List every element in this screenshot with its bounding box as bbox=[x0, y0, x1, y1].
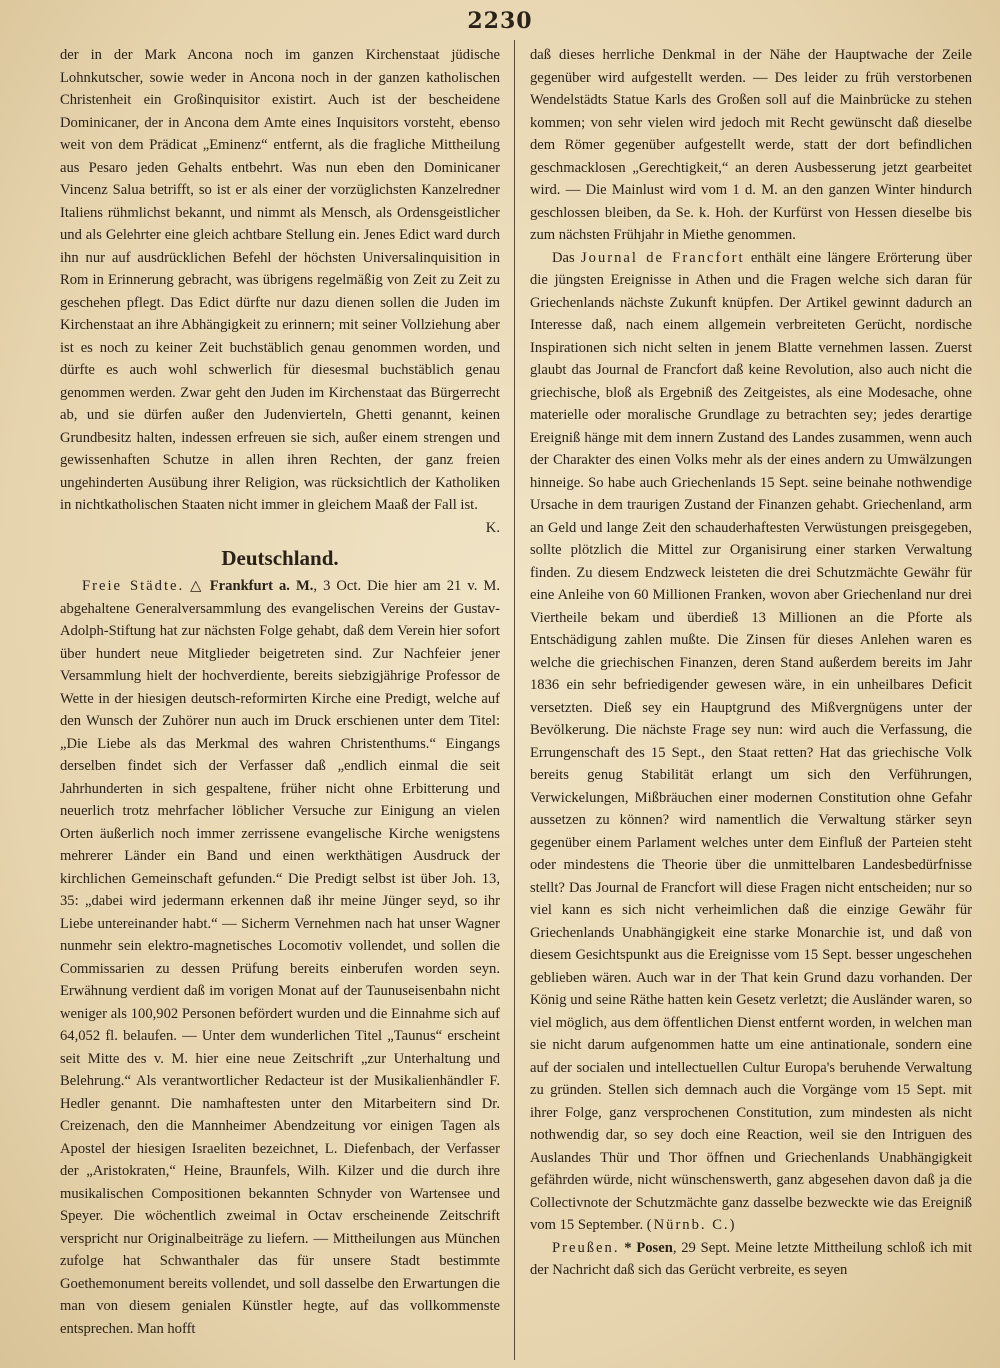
article-paragraph bbox=[60, 575, 500, 1340]
article-paragraph bbox=[530, 1237, 972, 1282]
journal-title: Journal de Francfort bbox=[580, 249, 745, 266]
dateline-place: * Posen bbox=[624, 1239, 673, 1256]
article-paragraph: der in der Mark Ancona noch im ganzen Kirchenstaat jüdische Lohnkutscher, sowie weder in Ancona noch in der ganzen katholischen Christenheit ein Großinquisitor existirt. Auch ist der bescheidene Dominicaner, der in Ancona dem Amte eines Inquisitors vorsteht, ebenso weit von dem Prädicat „Eminenz“ entfernt, als die fragliche Mittheilung aus Pesaro jeden Gehalts entbehrt. Was nun eben den Dominicaner Vincenz Salua betrifft, so ist er als einer der vorzüglichsten Kanzelredner Italiens rühmlichst bekannt, und nimmt als Mensch, als Ordensgeistlicher und als Gelehrter eine gleich achtbare Stellung ein. Jenes Edict ward durch ihn nur auf ausdrücklichen Befehl der höchsten Universalinquisition in Rom in Erinnerung gebracht, was übrigens regelmäßig von Zeit zu Zeit zu geschehen pflegt. Das Edict dürfte nur dazu dienen sollen die Juden im Kirchenstaat an ihre Abhängigkeit zu erinnern; mit seiner Vollziehung aber ist es noch zu keiner Zeit buchstäblich genau genommen worden, und dürfte es auch wohl schwerlich für diesesmal buchstäblich genau genommen werden. Zwar geht den Juden im Kirchenstaat das Bürgerrecht ab, und sie dürfen außer den Judenvierteln, Ghetti genannt, keinen Grundbesitz halten, indessen erfreuen sie sich, außer einem strengen und gewissenhaften Schutze in allen ihren Rechten, der ganz freien ungehinderten Ausübung ihrer Religion, was rücksichtlich der Katholiken in nichtkatholischen Staaten nicht immer in gleichem Maaß der Fall ist. bbox=[60, 47, 500, 513]
left-column bbox=[60, 44, 500, 1354]
article-paragraph: daß dieses herrliche Denkmal in der Nähe der Hauptwache der Zeile gegenüber wird aufgestellt werden. — Des leider zu früh verstorbenen Wendelstädts Statue Karls des Großen soll auf die Mainbrücke zu stehen kommen; von sehr vielen wird jedoch mit Recht gewünscht daß dieselbe dem Römer gegenüber aufgestellt werde, statt der dort befindlichen geschmacklosen „Gerechtigkeit,“ an deren Ausbesserung jetzt gearbeitet wird. — Die Mainlust wird vom 1 d. M. an den ganzen Winter hindurch geschlossen bleiben, da Se. k. Hoh. der Kurfürst von Hessen dieselbe bis zum nächsten Frühjahr in Miethe genommen. bbox=[530, 47, 972, 243]
section-heading: Deutschland. bbox=[221, 546, 339, 570]
dateline-date: , 29 Sept. bbox=[672, 1239, 731, 1256]
dateline-region: Freie Städte. bbox=[82, 578, 185, 594]
article-body: enthält eine längere Erörterung über die jüngsten Ereignisse in Athen und die Fragen welche sich daran für Griechenlands nächste Zukunft knüpfen. Der Artikel gewinnt dadurch an Interesse daß, nach einem allgemein verbreiteten Gerücht, nordische Inspirationen sich nicht selten in jenem Blatte vernehmen lassen. Zuerst glaubt das Journal de Francfort daß keine Revolution, also auch nicht die griechische, bloß als Ergebniß des Zeitgeistes, als eine Modesache, ohne materielle oder moralische Grundlage zu betrachten sey; jedes derartige Ereigniß hänge mit dem innern Zustand des Landes zusammen, wenn auch der Charakter des einen Volks mehr als der eines andern zu Umwälzungen hinneige. So habe auch Griechenlands 15 Sept. seine beinahe nothwendige Ursache in dem traurigen Zustand der Finanzen gehabt. Griechenland, arm an Geld und lange Zeit den schauderhaftesten Verwüstungen preisgegeben, sollte plötzlich die Mittel zur Organisirung einer starken Verwaltung finden. Zu diesem Endzweck leisteten die drei Schutzmächte Gewähr für eine Anleihe von 60 Millionen Franken, wovon aber Griechenland nur drei Viertheile bekam und überdieß 13 Millionen an die Pforte als Entschädigung zahlen mußte. Die Zinsen für dieses Anlehen waren es welche die griechischen Finanzen, deren Stand außerdem bereits im Jahr 1836 ein sehr befriedigender gewesen wäre, in ein unheilbares Deficit versetzten. Dieß sey ein Hauptgrund des Mißvergnügens unter der Bevölkerung. Die nächste Frage sey nun: wird auch die Verfassung, die Errungenschaft des 15 Sept., den Staat retten? Hat das griechische Volk bereits genug Stabilität erlangt um sich den Verführungen, Verwickelungen, Mißbräuchen einer modernen Constitution ohne Gefahr aussetzen zu können? wird namentlich die Verwaltung stärker seyn gegenüber einem Parlament welches unter dem Einfluß der Parteien steht oder mindestens die Theorie über die unmittelbaren Landesbedürfnisse stellt? Das Journal de Francfort will diese Fragen nicht entscheiden; nur so viel kann es sich nicht verheimlichen daß die einzige Gewähr für Griechenlands Unabhängigkeit eine starke Monarchie ist, und daß von diesem Gesichtspunkt aus die Ereignisse vom 15 Sept. besser ungeschehen geblieben wären. Auch war in der That kein Grund dazu vorhanden. Der König und seine Räthe hatten kein Gesetz verletzt; die Ausländer waren, so viel möglich, aus dem öffentlichen Dienst entfernt worden, in welchen man sie nicht darum aufgenommen hatte um eine antinationale, sondern eine auf der socialen und intellectuellen Cultur Europa's beruhende Verwaltung zu gründen. Stellen sich demnach auch die Vorgänge vom 15 Sept. mit ihrer Folge, ganz versprochenen Constitution, zum mindesten als nicht nothwendig dar, so sey doch eine Reaction, weil sie den Intriguen des Auslandes Thür und Thor öffnen und Griechenlands Unabhängigkeit gefährden würde, nicht wünschenswerth, ganz abgesehen davon daß ja die Collectivnote der Schutzmächte ganz dasselbe bezweckte wie das Ereigniß vom 15 September. bbox=[530, 249, 972, 1233]
article-body-lead: Das bbox=[552, 249, 581, 266]
article-paragraph bbox=[530, 247, 972, 1237]
dateline-region: Preußen. bbox=[552, 1239, 620, 1256]
article-body: Die hier am 21 v. M. abgehaltene Generalversammlung des evangelischen Vereins der Gustav-Adolph-Stiftung hat zur nächsten Folge gehabt, daß dem Verein hier sofort über hundert neue Mitglieder beigetreten sind. Zur Nachfeier jener Versammlung hielt der hochverdiente, bereits siebzigjährige Professor de Wette in der hiesigen deutsch-reformirten Kirche eine Predigt, welche auf den Wunsch der Zuhörer nun auch im Druck erschienen unter dem Titel: „Die Liebe als das Merkmal des wahren Christenthums.“ Eingangs derselben findet sich der Verfasser daß „endlich einmal die seit Jahrhunderten in sich gespaltene, früher nicht ohne Erbitterung und neuerlich trotz mehrfacher löblicher Versuche zur Einigung an vielen Orten äußerlich noch immer zerrissene evangelische Kirche wenigstens mehrerer Länder ein Band und einen werkthätigen Ausdruck der kirchlichen Gemeinschaft gefunden.“ Die Predigt selbst ist über Joh. 13, 35: „dabei wird jedermann erkennen daß ihr meine Jünger seyd, so ihr Liebe untereinander habt.“ — Sicherm Vernehmen nach hat unser Wagner nunmehr sein elektro-magnetisches Locomotiv vollendet, und sollen die Commissarien zu dessen Prüfung bereits einberufen worden seyn. Erwähnung verdient daß im vorigen Monat auf der Taunuseisenbahn nicht weniger als 100,902 Personen befördert wurden und die Einnahme sich auf 64,052 fl. belaufen. — Unter dem wunderlichen Titel „Taunus“ erscheint seit Mitte des v. M. hier eine neue Zeitschrift „zur Unterhaltung und Belehrung.“ Als verantwortlicher Redacteur ist der Musikalienhändler F. Hedler genannt. Die namhaftesten unter den Mitarbeitern sind Dr. Creizenach, den die Mannheimer Abendzeitung vor einigen Tagen als Apostel der hiesigen Israeliten bezeichnet, L. Diefenbach, der Verfasser der „Aristokraten,“ Heine, Braunfels, Wilh. Kilzer und die durch ihre musikalischen Compositionen bekannten Schnyder von Wartensee und Speyer. Die wöchentlich zweimal in Octav erscheinende Zeitschrift verspricht nur Originalbeiträge zu liefern. — Mittheilungen aus München zufolge hat Schwanthaler das für unsere Stadt bestimmte Goethemonument bereits vollendet, und soll dasselbe den Erwartungen die man von diesem genialen Künstler hegte, auf das vollkommenste entsprechen. Man hofft bbox=[60, 578, 500, 1337]
author-signature: K. bbox=[485, 519, 500, 536]
dateline-date: , 3 Oct. bbox=[313, 578, 362, 594]
article-body: Meine letzte Mittheilung schloß ich mit der Nachricht daß sich das Gerücht verbreite, es seyen bbox=[530, 1239, 972, 1278]
source-signature: (Nürnb. C.) bbox=[646, 1217, 737, 1233]
column-divider bbox=[514, 40, 515, 1360]
right-column bbox=[530, 44, 972, 1354]
dateline-place: △ Frankfurt a. M. bbox=[190, 578, 314, 594]
page-number: 2230 bbox=[467, 8, 533, 34]
